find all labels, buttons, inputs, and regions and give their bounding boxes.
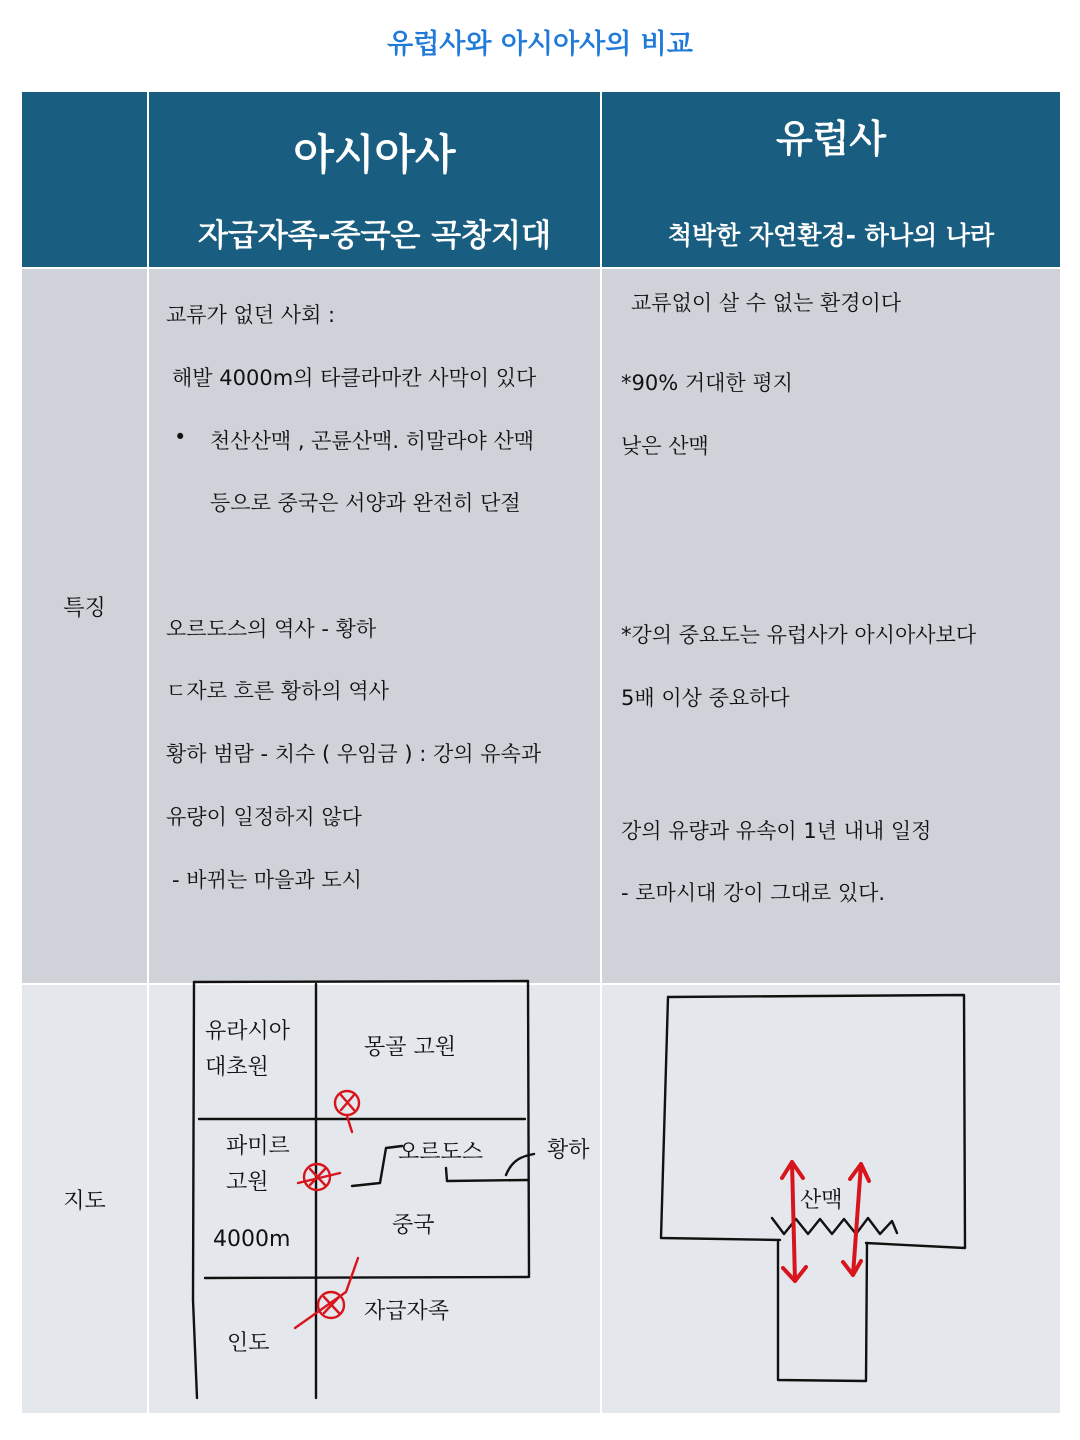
map-label-ordos: 오르도스 [398, 1140, 484, 1165]
header-asia-cell [149, 92, 600, 267]
europe-map-cell [602, 985, 1060, 1413]
asia-feature-line: 등으로 중국은 서양과 완전히 단절 [210, 491, 521, 515]
asia-features-cell [149, 269, 600, 983]
map-label-altitude: 4000m [213, 1227, 291, 1252]
asia-feature-line: - 바뀌는 마을과 도시 [172, 868, 362, 892]
map-label-text: 지도 [63, 1188, 106, 1214]
header-europe-cell [602, 92, 1060, 267]
map-label-india: 인도 [227, 1331, 270, 1356]
header-corner-cell [22, 92, 147, 267]
asia-map-cell [149, 985, 600, 1413]
features-row-label [22, 269, 147, 983]
bullet-icon: • [174, 425, 187, 449]
europe-feature-line: - 로마시대 강이 그대로 있다. [621, 881, 886, 905]
europe-feature-line: *90% 거대한 평지 [621, 371, 793, 395]
asia-header-title: 아시아사 [293, 130, 456, 179]
europe-header-subtitle: 척박한 자연환경- 하나의 나라 [667, 221, 995, 250]
map-label-pamir-2: 고원 [226, 1170, 269, 1195]
map-label-china: 중국 [392, 1213, 435, 1238]
map-label-eurasia: 유라시아 [205, 1019, 291, 1044]
europe-feature-line: 5배 이상 중요하다 [621, 686, 790, 710]
asia-feature-line: ㄷ자로 흐른 황하의 역사 [166, 679, 389, 703]
europe-header-title: 유럽사 [775, 117, 887, 161]
asia-feature-line: 황하 범람 - 치수 ( 우임금 ) : 강의 유속과 [166, 742, 542, 766]
europe-feature-line: 교류없이 살 수 없는 환경이다 [631, 291, 902, 315]
map-row-label [22, 985, 147, 1413]
map-label-mongolia: 몽골 고원 [364, 1035, 457, 1060]
asia-feature-line: 오르도스의 역사 - 황하 [166, 617, 377, 641]
page-title: 유럽사와 아시아사의 비교 [387, 29, 693, 60]
asia-feature-line: 해발 4000m의 타클라마칸 사막이 있다 [172, 366, 537, 390]
europe-features-cell [602, 269, 1060, 983]
asia-header-subtitle: 자급자족-중국은 곡창지대 [197, 218, 552, 254]
map-label-yellow-river: 황하 [547, 1138, 590, 1163]
map-label-mountain: 산맥 [800, 1188, 843, 1213]
europe-feature-line: *강의 중요도는 유럽사가 아시아사보다 [621, 623, 977, 647]
map-label-self-sufficiency: 자급자족 [364, 1299, 450, 1324]
map-label-eurasia-2: 대초원 [205, 1055, 269, 1080]
europe-feature-line: 강의 유량과 유속이 1년 내내 일정 [621, 819, 932, 843]
asia-feature-line: 천산산맥 , 곤륜산맥. 히말라야 산맥 [210, 429, 535, 453]
asia-feature-line: 교류가 없던 사회 : [166, 303, 336, 327]
features-label-text: 특징 [63, 595, 106, 621]
map-label-pamir: 파미르 [226, 1134, 290, 1159]
europe-feature-line: 낮은 산맥 [621, 434, 709, 458]
asia-feature-line: 유량이 일정하지 않다 [166, 805, 362, 829]
